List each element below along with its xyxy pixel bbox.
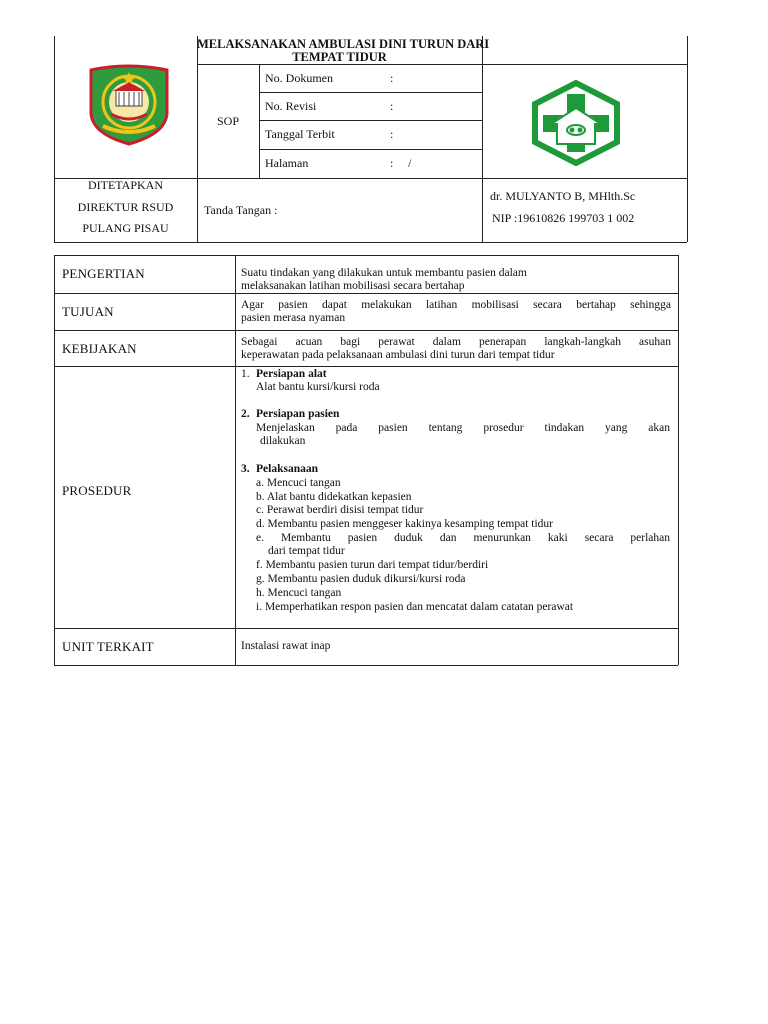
unit-terkait-label: UNIT TERKAIT — [62, 639, 154, 654]
tujuan-line1: Agar pasien dapat melakukan latihan mobilisasi secara bertahap sehingga — [241, 299, 671, 311]
field-no-revisi-label: No. Revisi — [265, 99, 317, 113]
kebijakan-line2: keperawatan pada pelaksanaan ambulasi dini turun dari tempat tidur — [241, 349, 555, 361]
tujuan-line2: pasien merasa nyaman — [241, 312, 346, 324]
step3-number: 3. — [241, 463, 250, 475]
ditetapkan-line3: PULANG PISAU — [82, 221, 169, 235]
field-tanggal-terbit-sep: : — [390, 127, 394, 141]
ditetapkan-line1: DITETAPKAN — [87, 178, 164, 192]
field-tanggal-terbit-label: Tanggal Terbit — [265, 127, 335, 141]
step3-item-e: e. Membantu pasien duduk dan menurunkan kaki secara perlahan — [256, 532, 670, 544]
step1-title: Persiapan alat — [256, 368, 327, 380]
director-name: dr. MULYANTO B, MHlth.Sc — [490, 189, 636, 203]
prosedur-label: PROSEDUR — [62, 483, 132, 498]
step3-item-f: f. Membantu pasien turun dari tempat tidur/berdiri — [256, 559, 489, 571]
step3-item-b: b. Alat bantu didekatkan kepasien — [256, 491, 412, 503]
document-title-line1: MELAKSANAKAN AMBULASI DINI TURUN DARI — [197, 37, 490, 51]
step1-text: Alat bantu kursi/kursi roda — [256, 381, 380, 393]
step3-item-i: i. Memperhatikan respon pasien dan mencatat dalam catatan perawat — [256, 601, 574, 613]
step2-line2: dilakukan — [260, 435, 306, 447]
field-halaman-sep: : — [390, 156, 394, 170]
step3-item-e-cont: dari tempat tidur — [268, 545, 345, 557]
step2-number: 2. — [241, 408, 250, 420]
health-cross-hexagon-icon — [529, 80, 623, 166]
step3-item-c: c. Perawat berdiri disisi tempat tidur — [256, 504, 424, 516]
sop-label: SOP — [216, 114, 239, 128]
step2-title: Persiapan pasien — [256, 408, 340, 420]
director-nip: NIP :19610826 199703 1 002 — [492, 211, 635, 225]
field-halaman-value: / — [408, 156, 412, 170]
pengertian-label: PENGERTIAN — [62, 266, 145, 281]
step3-item-d: d. Membantu pasien menggeser kakinya kesamping tempat tidur — [256, 518, 554, 530]
pengertian-line2: melaksanakan latihan mobilisasi secara bertahap — [241, 280, 465, 292]
step1-number: 1. — [241, 368, 250, 380]
step3-item-a: a. Mencuci tangan — [256, 477, 341, 489]
step3-title: Pelaksanaan — [256, 463, 318, 475]
unit-terkait-text: Instalasi rawat inap — [241, 640, 331, 652]
field-no-dokumen-sep: : — [390, 71, 394, 85]
regency-emblem-icon — [85, 64, 173, 146]
document-title-line2: TEMPAT TIDUR — [292, 50, 387, 64]
field-no-dokumen-label: No. Dokumen — [265, 71, 333, 85]
ditetapkan-line2: DIREKTUR RSUD — [77, 200, 174, 214]
step2-line1: Menjelaskan pada pasien tentang prosedur tindakan yang akan — [256, 422, 670, 434]
kebijakan-label: KEBIJAKAN — [62, 341, 137, 356]
kebijakan-line1: Sebagai acuan bagi perawat dalam penerapan langkah-langkah asuhan — [241, 336, 671, 348]
pengertian-line1: Suatu tindakan yang dilakukan untuk membantu pasien dalam — [241, 267, 527, 279]
step3-item-h: h. Mencuci tangan — [256, 587, 342, 599]
tanda-tangan-label: Tanda Tangan : — [204, 203, 278, 217]
tujuan-label: TUJUAN — [62, 304, 114, 319]
field-halaman-label: Halaman — [265, 156, 309, 170]
step3-item-g: g. Membantu pasien duduk dikursi/kursi roda — [256, 573, 466, 585]
field-no-revisi-sep: : — [390, 99, 394, 113]
